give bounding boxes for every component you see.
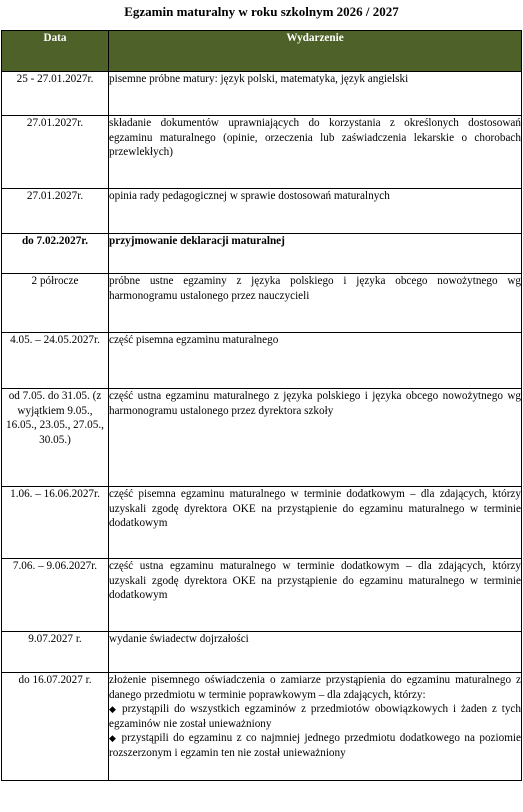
row-event: próbne ustne egzaminy z języka polskiego i języka obcego nowożytnego wg harmonogramu ustalonego przez nauczycieli [109, 274, 522, 333]
list-item-text: przystąpili do egzaminu z co najmniej jednego przedmiotu dodatkowego na poziomie rozszerzonym i egzamin ten nie został unieważniony [109, 732, 521, 759]
row-date: 1.06. – 16.06.2027r. [2, 487, 109, 559]
table-row [2, 189, 522, 234]
row-date: 9.07.2027 r. [2, 632, 109, 673]
row-event: składanie dokumentów uprawniających do korzystania z określonych dostosowań egzaminu maturalnego (opinie, orzeczenia lub zaświadczenia lekarskie o chorobach przewlekłych) [109, 116, 522, 189]
table-row [2, 673, 522, 781]
column-header-event: Wydarzenie [109, 31, 522, 72]
condition-list [109, 702, 521, 760]
row-event: część ustna egzaminu maturalnego w terminie dodatkowym – dla zdających, którzy uzyskali zgodę dyrektora OKE na przystąpienie do egzaminu maturalnego w terminie dodatkowym [109, 559, 522, 632]
row-date: od 7.05. do 31.05. (z wyjątkiem 9.05., 16.05., 23.05., 27.05., 30.05.) [2, 389, 109, 487]
row-date: 2 półrocze [2, 274, 109, 333]
table-row [2, 234, 522, 274]
row-date: do 7.02.2027r. [2, 234, 109, 274]
row-event: pisemne próbne matury: język polski, matematyka, język angielski [109, 72, 522, 116]
table-header-row [2, 31, 522, 72]
list-item-text: przystąpili do wszystkich egzaminów z przedmiotów obowiązkowych i żaden z tych egzaminów nie został unieważniony [109, 703, 521, 730]
table-row [2, 274, 522, 333]
row-event: część pisemna egzaminu maturalnego [109, 333, 522, 389]
row-event: opinia rady pedagogicznej w sprawie dostosowań maturalnych [109, 189, 522, 234]
table-row [2, 632, 522, 673]
table-row [2, 72, 522, 116]
row-date: 7.06. – 9.06.2027r. [2, 559, 109, 632]
row-event: przyjmowanie deklaracji maturalnej [109, 234, 522, 274]
row-date: 27.01.2027r. [2, 116, 109, 189]
table-row [2, 559, 522, 632]
row-event: wydanie świadectw dojrzałości [109, 632, 522, 673]
exam-schedule-table [1, 30, 522, 781]
diamond-bullet-icon: ◆ [109, 733, 118, 744]
table-row [2, 116, 522, 189]
row-date: 27.01.2027r. [2, 189, 109, 234]
row-date: 4.05. – 24.05.2027r. [2, 333, 109, 389]
column-header-date: Data [2, 31, 109, 72]
row-event: część ustna egzaminu maturalnego z języka polskiego i języka obcego nowożytnego wg harmonogramu ustalonego przez dyrektora szkoły [109, 389, 522, 487]
table-row [2, 389, 522, 487]
row-date: do 16.07.2027 r. [2, 673, 109, 781]
list-item [109, 731, 521, 760]
table-row [2, 333, 522, 389]
row-event: część pisemna egzaminu maturalnego w terminie dodatkowym – dla zdających, którzy uzyskali zgodę dyrektora OKE na przystąpienie do egzaminu maturalnego w terminie dodatkowym [109, 487, 522, 559]
document-title: Egzamin maturalny w roku szkolnym 2026 / 2027 [124, 4, 399, 19]
row-date: 25 - 27.01.2027r. [2, 72, 109, 116]
diamond-bullet-icon: ◆ [109, 704, 118, 715]
row-event: złożenie pisemnego oświadczenia o zamiarze przystąpienia do egzaminu maturalnego z danego przedmiotu w terminie poprawkowym – dla zdających, którzy: [109, 674, 521, 701]
row-event-cell [109, 673, 522, 781]
table-row [2, 487, 522, 559]
list-item [109, 702, 521, 731]
